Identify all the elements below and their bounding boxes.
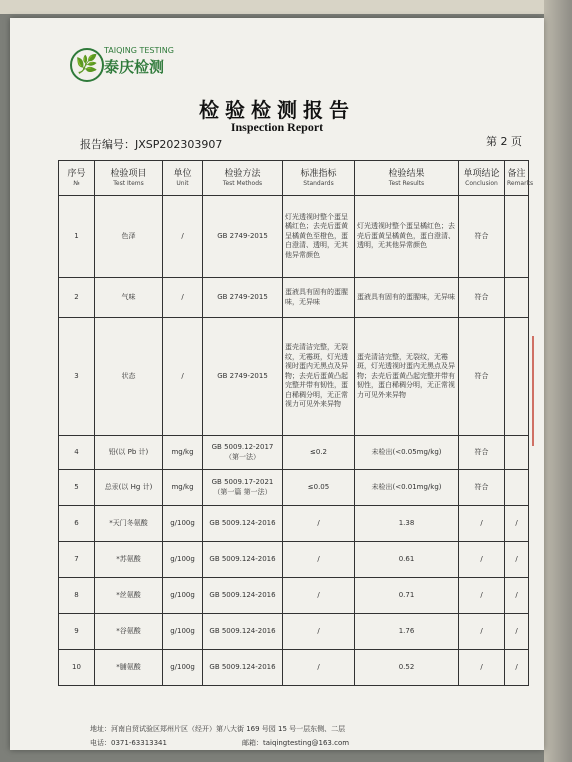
table-row bbox=[59, 318, 529, 436]
cell-conclusion: / bbox=[459, 578, 505, 614]
footer-email: 邮箱：taiqingtesting@163.com bbox=[242, 739, 350, 747]
cell-result: 1.76 bbox=[355, 614, 459, 650]
cell-method: GB 5009.124-2016 bbox=[203, 506, 283, 542]
report-title-english: Inspection Report bbox=[230, 120, 324, 134]
cell-result: 0.71 bbox=[355, 578, 459, 614]
cell-unit: / bbox=[163, 318, 203, 436]
cell-conclusion: 符合 bbox=[459, 278, 505, 318]
cell-remark bbox=[505, 278, 529, 318]
cell-item: 总汞(以 Hg 计) bbox=[95, 470, 163, 506]
cell-method: GB 2749-2015 bbox=[203, 318, 283, 436]
cell-conclusion: / bbox=[459, 506, 505, 542]
cell-remark: / bbox=[505, 614, 529, 650]
header-item: 检验项目 Test Items bbox=[95, 161, 163, 196]
footer-phone: 电话：0371-63313341 bbox=[90, 739, 167, 747]
cell-standard: ≤0.2 bbox=[283, 436, 355, 470]
cell-no: 7 bbox=[59, 542, 95, 578]
corkboard-top bbox=[0, 0, 572, 14]
page-number: 第 2 页 bbox=[486, 135, 522, 148]
logo-english: TAIQING TESTING bbox=[104, 46, 174, 55]
cell-method: GB 2749-2015 bbox=[203, 278, 283, 318]
header-remark: 备注 Remarks bbox=[505, 161, 529, 196]
cell-result: 蛋液具有固有的蛋腥味，无异味 bbox=[355, 278, 459, 318]
cell-remark: / bbox=[505, 542, 529, 578]
cell-conclusion: 符合 bbox=[459, 470, 505, 506]
cell-item: *谷氨酸 bbox=[95, 614, 163, 650]
cell-no: 3 bbox=[59, 318, 95, 436]
cell-conclusion: / bbox=[459, 614, 505, 650]
cell-no: 2 bbox=[59, 278, 95, 318]
cell-no: 5 bbox=[59, 470, 95, 506]
cell-unit: g/100g bbox=[163, 542, 203, 578]
cell-unit: g/100g bbox=[163, 506, 203, 542]
cell-item: 色泽 bbox=[95, 196, 163, 278]
cell-no: 6 bbox=[59, 506, 95, 542]
cell-item: 状态 bbox=[95, 318, 163, 436]
cell-conclusion: 符合 bbox=[459, 318, 505, 436]
header-unit: 单位 Unit bbox=[163, 161, 203, 196]
cell-unit: g/100g bbox=[163, 650, 203, 686]
red-seal-mark bbox=[532, 336, 552, 446]
cell-item: *丝氨酸 bbox=[95, 578, 163, 614]
cell-item: *苏氨酸 bbox=[95, 542, 163, 578]
header-standard: 标准指标 Standards bbox=[283, 161, 355, 196]
cell-standard: ≤0.05 bbox=[283, 470, 355, 506]
cell-result: 未检出(<0.05mg/kg) bbox=[355, 436, 459, 470]
cell-method: GB 5009.124-2016 bbox=[203, 650, 283, 686]
table-row bbox=[59, 278, 529, 318]
report-number: 报告编号：JXSP202303907 bbox=[80, 138, 223, 151]
cell-remark bbox=[505, 470, 529, 506]
table-row bbox=[59, 578, 529, 614]
table-row bbox=[59, 470, 529, 506]
cell-conclusion: / bbox=[459, 650, 505, 686]
cell-conclusion: 符合 bbox=[459, 436, 505, 470]
cell-item: 铅(以 Pb 计) bbox=[95, 436, 163, 470]
cell-item: *天门冬氨酸 bbox=[95, 506, 163, 542]
cell-method: GB 5009.124-2016 bbox=[203, 578, 283, 614]
header-no: 序号 № bbox=[59, 161, 95, 196]
leaf-logo-icon: 🌿 bbox=[70, 48, 104, 82]
cell-result: 灯光透视时整个蛋呈橘红色；去壳后蛋黄呈橘黄色，蛋白澄清、透明，无其他异常颜色 bbox=[355, 196, 459, 278]
table-row bbox=[59, 614, 529, 650]
cell-standard: / bbox=[283, 578, 355, 614]
cell-no: 9 bbox=[59, 614, 95, 650]
cell-unit: / bbox=[163, 196, 203, 278]
cell-standard: 灯光透视时整个蛋呈橘红色；去壳后蛋黄呈橘黄色至橙色，蛋白澄清、透明，无其他异常颜色 bbox=[283, 196, 355, 278]
report-page bbox=[10, 18, 544, 750]
results-table bbox=[58, 160, 534, 686]
header-conclusion: 单项结论 Conclusion bbox=[459, 161, 505, 196]
header-method: 检验方法 Test Methods bbox=[203, 161, 283, 196]
company-logo bbox=[70, 46, 180, 86]
header-result: 检验结果 Test Results bbox=[355, 161, 459, 196]
cell-remark: / bbox=[505, 506, 529, 542]
table-header-row bbox=[59, 161, 529, 196]
table-row bbox=[59, 436, 529, 470]
table-row bbox=[59, 542, 529, 578]
table-row bbox=[59, 650, 529, 686]
cell-standard: / bbox=[283, 650, 355, 686]
cell-remark bbox=[505, 196, 529, 278]
cell-standard: / bbox=[283, 506, 355, 542]
cell-method: GB 5009.12-2017（第一法） bbox=[203, 436, 283, 470]
cell-result: 1.38 bbox=[355, 506, 459, 542]
cell-item: 气味 bbox=[95, 278, 163, 318]
cell-conclusion: 符合 bbox=[459, 196, 505, 278]
cell-method: GB 2749-2015 bbox=[203, 196, 283, 278]
cell-result: 0.52 bbox=[355, 650, 459, 686]
cell-conclusion: / bbox=[459, 542, 505, 578]
cell-result: 未检出(<0.01mg/kg) bbox=[355, 470, 459, 506]
table-row bbox=[59, 196, 529, 278]
cell-unit: g/100g bbox=[163, 614, 203, 650]
cell-no: 8 bbox=[59, 578, 95, 614]
cell-result: 0.61 bbox=[355, 542, 459, 578]
cell-no: 1 bbox=[59, 196, 95, 278]
cell-standard: / bbox=[283, 542, 355, 578]
cell-standard: 蛋液具有固有的蛋腥味，无异味 bbox=[283, 278, 355, 318]
logo-chinese: 泰庆检测 bbox=[104, 58, 165, 76]
cell-remark: / bbox=[505, 578, 529, 614]
report-title: 检验检测报告 bbox=[199, 98, 355, 122]
footer-address: 地址：河南自贸试验区郑州片区（经开）第八大街 169 号园 15 号一层东侧、二层 bbox=[90, 725, 346, 733]
cell-method: GB 5009.17-2021（第一篇 第一法） bbox=[203, 470, 283, 506]
cell-item: *脯氨酸 bbox=[95, 650, 163, 686]
table-row bbox=[59, 506, 529, 542]
cell-no: 10 bbox=[59, 650, 95, 686]
cell-method: GB 5009.124-2016 bbox=[203, 542, 283, 578]
cell-standard: 蛋壳清洁完整，无裂纹，无霉斑，灯光透视时蛋内无黑点及异物；去壳后蛋黄凸起完整并带有韧性，蛋白稀稠分明，无正常视力可见外来异物 bbox=[283, 318, 355, 436]
cell-unit: / bbox=[163, 278, 203, 318]
cell-remark: / bbox=[505, 650, 529, 686]
cell-unit: mg/kg bbox=[163, 436, 203, 470]
cell-unit: mg/kg bbox=[163, 470, 203, 506]
cell-remark bbox=[505, 436, 529, 470]
cell-unit: g/100g bbox=[163, 578, 203, 614]
cell-remark bbox=[505, 318, 529, 436]
cell-result: 蛋壳清洁完整，无裂纹，无霉斑，灯光透视时蛋内无黑点及异物；去壳后蛋黄凸起完整并带有韧性，蛋白稀稠分明，无正常视力可见外来异物 bbox=[355, 318, 459, 436]
cell-standard: / bbox=[283, 614, 355, 650]
cell-no: 4 bbox=[59, 436, 95, 470]
cell-method: GB 5009.124-2016 bbox=[203, 614, 283, 650]
